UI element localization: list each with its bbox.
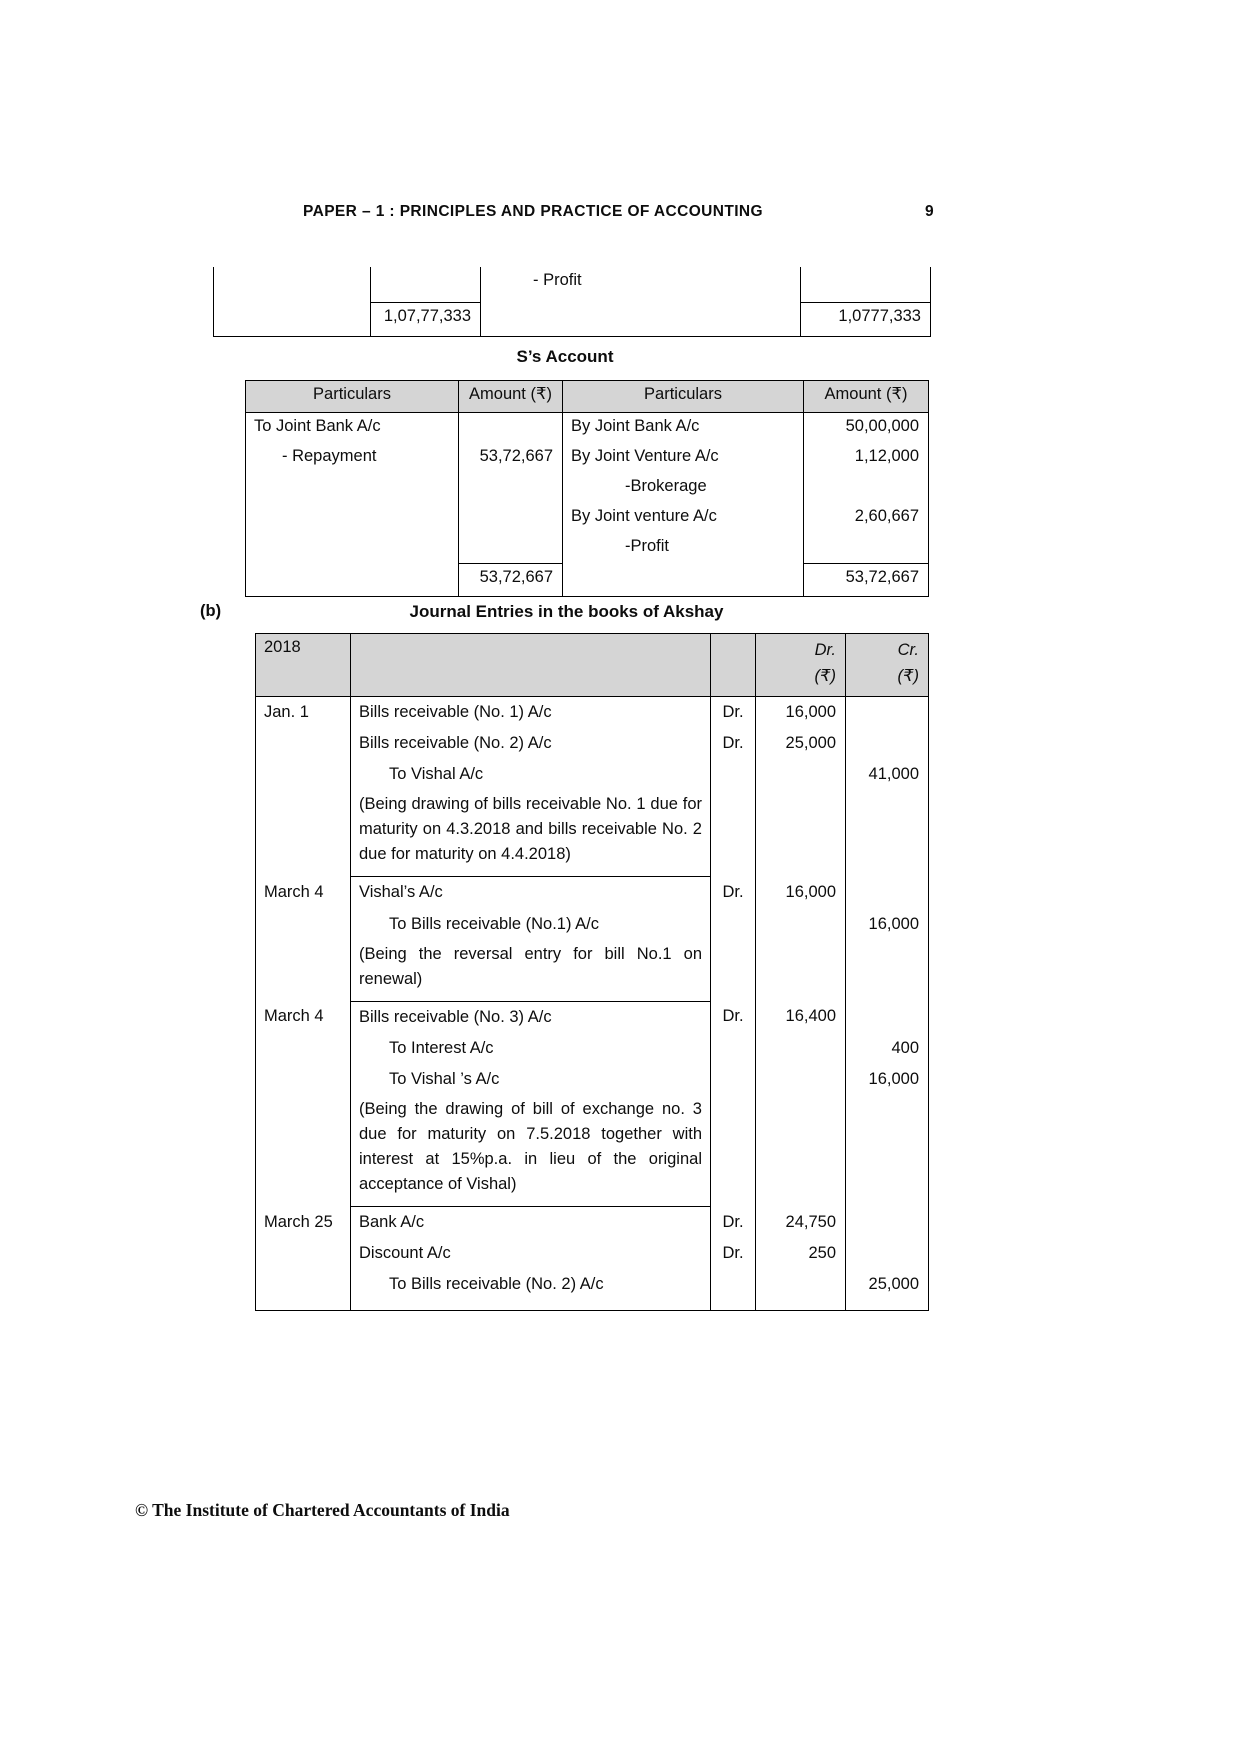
dr-marker: Dr. — [711, 1238, 756, 1269]
cr-column-unit: (₹) — [897, 667, 919, 685]
journal-row — [256, 790, 929, 877]
amount-left: 53,72,667 — [459, 443, 563, 473]
journal-line-particulars: Vishal’s A/c — [351, 877, 711, 909]
journal-narration: (Being the drawing of bill of exchange no. 3 due for maturity on 7.5.2018 together with interest at 15%p.a. in lieu of the original acceptance of Vishal) — [351, 1095, 711, 1207]
credit-amount — [846, 728, 929, 759]
debit-amount: 16,000 — [756, 877, 846, 909]
debit-amount: 16,000 — [756, 697, 846, 729]
total-left: 53,72,667 — [459, 564, 563, 597]
col-header-amount-right: Amount (₹) — [804, 381, 929, 413]
s-account-title: S’s Account — [516, 347, 614, 366]
debit-amount: 250 — [756, 1238, 846, 1269]
journal-header-row — [256, 634, 929, 697]
table-row — [246, 503, 929, 533]
journal-table — [255, 633, 929, 1311]
totals-row — [214, 303, 931, 337]
journal-row — [256, 759, 929, 790]
journal-row — [256, 728, 929, 759]
journal-entry-date: March 25 — [256, 1207, 351, 1311]
amount-right: 2,60,667 — [804, 503, 929, 533]
table-row — [214, 267, 931, 303]
copyright-footer: © The Institute of Chartered Accountants of India — [135, 1500, 510, 1520]
journal-row — [256, 1238, 929, 1269]
journal-line-particulars: To Interest A/c — [351, 1033, 711, 1064]
journal-row — [256, 1207, 929, 1239]
credit-amount: 41,000 — [846, 759, 929, 790]
journal-year: 2018 — [256, 634, 351, 697]
journal-entry-date: Jan. 1 — [256, 697, 351, 877]
journal-row — [256, 1033, 929, 1064]
journal-line-particulars: To Bills receivable (No. 2) A/c — [351, 1269, 711, 1311]
dr-marker: Dr. — [711, 877, 756, 909]
credit-amount: 400 — [846, 1033, 929, 1064]
profit-label: - Profit — [481, 267, 801, 303]
total-credit: 1,0777,333 — [801, 303, 931, 337]
journal-row — [256, 940, 929, 1002]
journal-title: Journal Entries in the books of Akshay — [409, 602, 724, 621]
dr-marker: Dr. — [711, 728, 756, 759]
amount-right: 50,00,000 — [804, 413, 929, 444]
dr-marker: Dr. — [711, 1207, 756, 1239]
journal-row — [256, 1001, 929, 1033]
journal-line-particulars: Bills receivable (No. 1) A/c — [351, 697, 711, 729]
journal-line-particulars: To Vishal ’s A/c — [351, 1064, 711, 1095]
journal-line-particulars: Bills receivable (No. 2) A/c — [351, 728, 711, 759]
particulars-right: -Profit — [563, 533, 804, 564]
journal-row — [256, 1269, 929, 1311]
journal-line-particulars: To Vishal A/c — [351, 759, 711, 790]
cr-column-label: Cr. — [897, 641, 919, 659]
section-label-b: (b) — [200, 602, 222, 620]
col-header-particulars-left: Particulars — [246, 381, 459, 413]
journal-narration: (Being the reversal entry for bill No.1 on renewal) — [351, 940, 711, 1002]
credit-amount: 16,000 — [846, 1064, 929, 1095]
table-row — [246, 533, 929, 564]
credit-amount — [846, 1207, 929, 1239]
credit-amount: 16,000 — [846, 909, 929, 940]
journal-entry-date: March 4 — [256, 877, 351, 1001]
dr-marker: Dr. — [711, 697, 756, 729]
total-debit: 1,07,77,333 — [371, 303, 481, 337]
journal-line-particulars: Bank A/c — [351, 1207, 711, 1239]
particulars-right: By Joint Venture A/c — [563, 443, 804, 473]
particulars-right: By Joint Bank A/c — [563, 413, 804, 444]
total-right: 53,72,667 — [804, 564, 929, 597]
table-row — [246, 413, 929, 444]
credit-amount — [846, 1001, 929, 1033]
table-row — [246, 443, 929, 473]
s-account-table — [245, 380, 929, 597]
debit-amount: 24,750 — [756, 1207, 846, 1239]
dr-column-label: Dr. — [814, 641, 836, 659]
particulars-right: By Joint venture A/c — [563, 503, 804, 533]
journal-narration: (Being drawing of bills receivable No. 1 due for maturity on 4.3.2018 and bills receivable No. 2 due for maturity on 4.4.2018) — [351, 790, 711, 877]
carried-forward-table — [213, 267, 931, 337]
debit-amount: 25,000 — [756, 728, 846, 759]
credit-amount — [846, 697, 929, 729]
credit-amount: 25,000 — [846, 1269, 929, 1311]
journal-line-particulars: Bills receivable (No. 3) A/c — [351, 1001, 711, 1033]
particulars-left: - Repayment — [246, 443, 459, 473]
journal-row — [256, 697, 929, 729]
journal-row — [256, 877, 929, 909]
debit-amount: 16,400 — [756, 1001, 846, 1033]
journal-line-particulars: Discount A/c — [351, 1238, 711, 1269]
table-row — [246, 473, 929, 503]
credit-amount — [846, 1238, 929, 1269]
dr-marker: Dr. — [711, 1001, 756, 1033]
col-header-particulars-right: Particulars — [563, 381, 804, 413]
journal-row — [256, 1064, 929, 1095]
journal-row — [256, 1095, 929, 1207]
col-header-amount-left: Amount (₹) — [459, 381, 563, 413]
particulars-left: To Joint Bank A/c — [246, 413, 459, 444]
journal-line-particulars: To Bills receivable (No.1) A/c — [351, 909, 711, 940]
totals-row — [246, 564, 929, 597]
journal-row — [256, 909, 929, 940]
amount-right: 1,12,000 — [804, 443, 929, 473]
page-header-title: PAPER – 1 : PRINCIPLES AND PRACTICE OF ACCOUNTING — [303, 203, 763, 220]
journal-entry-date: March 4 — [256, 1001, 351, 1206]
s-account-header-row — [246, 381, 929, 413]
particulars-right: -Brokerage — [563, 473, 804, 503]
credit-amount — [846, 877, 929, 909]
page-number: 9 — [925, 203, 934, 220]
dr-column-unit: (₹) — [814, 667, 836, 685]
